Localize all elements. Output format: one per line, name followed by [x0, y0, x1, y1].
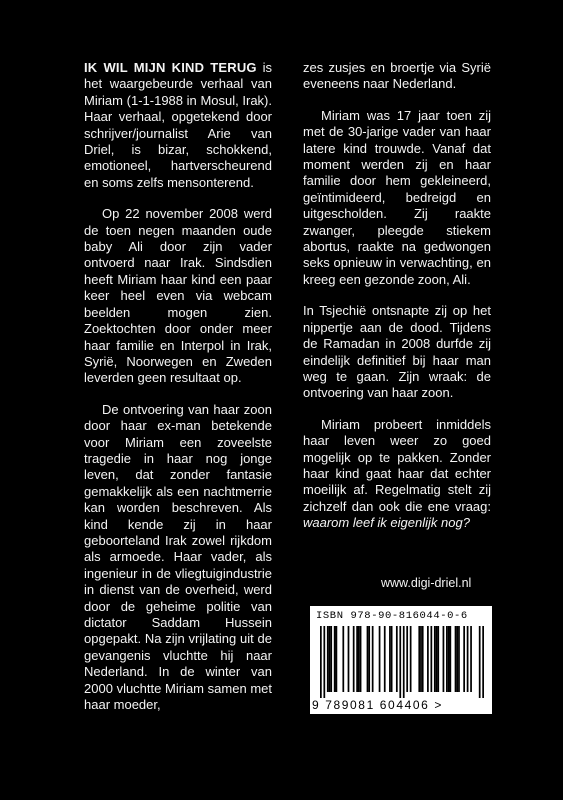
- intro-paragraph: [84, 60, 272, 191]
- barcode-bar: [396, 626, 398, 692]
- barcode-bar: [336, 626, 338, 692]
- barcode-bar: [418, 626, 420, 692]
- barcode-bars: [320, 626, 484, 698]
- barcode-bar: [358, 626, 360, 692]
- background-paragraph: De ontvoering van haar zoon door haar ex-man betekende voor Miriam een zoveelste tragedie in haar nog jonge leven, dat zonder fantasie gemakkelijk als een nachtmerrie kan worden beschreven. Als kind kende zij in haar geboorteland Irak zowel rijkdom als armoede. Haar vader, als ingenieur in de vliegtuigindustrie in dienst van de overheid, werd door de geheime politie van dictator Saddam Hussein opgepakt. Na zijn vrijlating uit de gevangenis vluchtte hij naar Nederland. In de winter van 2000 vluchtte Miriam samen met haar moeder,: [84, 401, 272, 713]
- barcode-bar: [437, 626, 439, 692]
- barcode-bar: [456, 626, 458, 692]
- barcode-bar: [458, 626, 460, 692]
- barcode-bar: [342, 626, 344, 692]
- barcode-bar: [391, 626, 393, 692]
- barcode-bar: [482, 626, 484, 698]
- barcode-bar: [329, 626, 331, 692]
- barcode-bar: [479, 626, 481, 698]
- barcode-bar: [384, 626, 386, 692]
- barcode-bar: [367, 626, 369, 692]
- barcode-bar: [372, 626, 374, 692]
- barcode-bar: [420, 626, 422, 692]
- barcode-bar: [356, 626, 358, 692]
- right-text-column: [303, 60, 491, 547]
- website-url: www.digi-driel.nl: [381, 576, 472, 590]
- barcode-bar: [320, 626, 322, 698]
- isbn-barcode: [309, 605, 493, 715]
- barcode-bar: [434, 626, 436, 692]
- continuation-paragraph: zes zusjes en broertje via Syrië eveneens naar Nederland.: [303, 60, 491, 92]
- intro-text: is het waargebeurde verhaal van Miriam (1-1-1988 in Mosul, Irak). Haar verhaal, opgetekend door schrijver/journalist Arie van Driel, is bizar, schokkend, emotioneel, hartverscheurend en soms zelfs mensonterend.: [84, 60, 272, 190]
- left-text-column: [84, 60, 272, 728]
- isbn-label: ISBN 978-90-816044-0-6: [316, 610, 468, 622]
- barcode-digits: 9 789081 604406 >: [312, 698, 443, 712]
- barcode-bar: [443, 626, 445, 692]
- barcode-bar: [446, 626, 448, 692]
- barcode-bar: [348, 626, 350, 692]
- barcode-bar: [467, 626, 469, 692]
- barcode-bar: [379, 626, 381, 692]
- abduction-paragraph: Op 22 november 2008 werd de toen negen maanden oude baby Ali door zijn vader ontvoerd naar Irak. Sindsdien heeft Miriam haar kind een paar keer heel even via webcam beelden mogen zien. Zoektochten door onder meer haar familie en Interpol in Irak, Syrië, Noorwegen en Zweden leverden geen resultaat op.: [84, 206, 272, 386]
- barcode-bar: [360, 626, 362, 692]
- barcode-bar: [334, 626, 336, 692]
- barcode-bar: [422, 626, 424, 692]
- closing-text: Miriam probeert inmiddels haar leven weer zo goed mogelijk op te pakken. Zonder haar kind gaat haar dat echter moeilijk af. Regelmatig stelt zij zichzelf dan ook die ene vraag:: [303, 416, 491, 514]
- marriage-paragraph: Miriam was 17 jaar toen zij met de 30-jarige vader van haar latere kind trouwde. Vanaf dat moment werden zij en haar familie door hem gekleineerd, geïntimideerd, bedreigd en uitgescholden. Zij raakte zwanger, pleegde stiekem abortus, raakte na gedwongen seks opnieuw in verwachting, en kreeg een gezonde zoon, Ali.: [303, 107, 491, 287]
- barcode-bar: [389, 626, 391, 692]
- book-title: IK WIL MIJN KIND TERUG: [84, 60, 257, 75]
- barcode-bar: [455, 626, 457, 692]
- barcode-bar: [327, 626, 329, 692]
- barcode-bar: [330, 626, 332, 692]
- barcode-bar: [449, 626, 451, 692]
- barcode-bar: [368, 626, 370, 692]
- barcode-bar: [448, 626, 450, 692]
- barcode-bar: [430, 626, 432, 692]
- barcode-bar: [427, 626, 429, 692]
- barcode-bar: [470, 626, 472, 692]
- barcode-bar: [323, 626, 325, 698]
- closing-question: waarom leef ik eigenlijk nog?: [303, 515, 470, 531]
- barcode-bar: [406, 626, 408, 692]
- barcode-bar: [463, 626, 465, 692]
- barcode-bar: [410, 626, 412, 692]
- barcode-bar: [399, 626, 401, 698]
- barcode-bar: [436, 626, 438, 692]
- barcode-bar: [403, 626, 405, 698]
- escape-paragraph: In Tsjechië ontsnapte zij op het nippertje aan de dood. Tijdens de Ramadan in 2008 durfde zij eindelijk definitief bij haar man weg te gaan. Zijn wraak: de ontvoering van haar zoon.: [303, 303, 491, 401]
- closing-paragraph: [303, 417, 491, 532]
- barcode-bar: [353, 626, 355, 692]
